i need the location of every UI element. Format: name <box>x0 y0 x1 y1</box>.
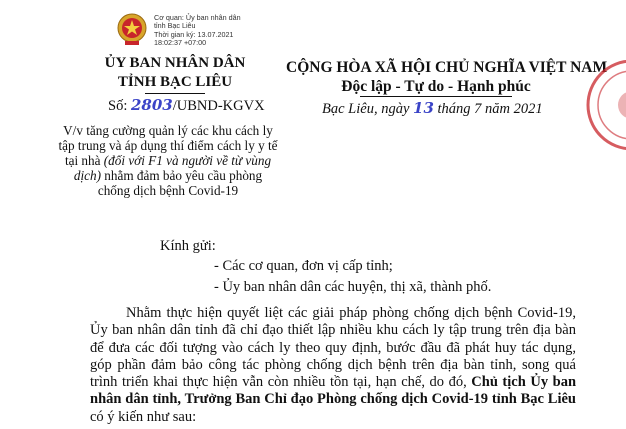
date-day-handwritten: 13 <box>413 99 434 117</box>
stamp-line: Cơ quan: Ủy ban nhân dân <box>154 13 241 22</box>
document-subject <box>58 123 278 198</box>
stamp-line: tỉnh Bạc Liêu <box>154 21 196 31</box>
date-place: Bạc Liêu, ngày <box>322 101 410 117</box>
subject-italic: (đối với F1 và người về từ vùng dịch) <box>73 153 272 183</box>
date-rest: tháng 7 năm 2021 <box>437 101 543 117</box>
greeting: Kính gửi: <box>160 238 216 254</box>
subject-part1: V/v tăng cường quản lý các khu cách ly tập trung và áp dụng thí điểm cách ly y tế tại nhà <box>58 123 278 168</box>
motto-divider <box>360 96 512 97</box>
issuer-divider <box>145 93 205 94</box>
document-number <box>108 96 265 115</box>
national-emblem-icon <box>116 12 148 46</box>
recipient-item: - Các cơ quan, đơn vị cấp tỉnh; <box>214 258 393 274</box>
digital-signature-stamp <box>154 14 241 48</box>
recipient-item: - Ủy ban nhân dân các huyện, thị xã, thành phố. <box>214 279 492 295</box>
doc-number-handwritten: 2803 <box>130 96 173 114</box>
doc-number-suffix: /UBND-KGVX <box>172 98 265 114</box>
national-header <box>286 58 608 96</box>
national-title: CỘNG HÒA XÃ HỘI CHỦ NGHĨA VIỆT NAM <box>286 59 608 76</box>
issuer-block <box>100 54 250 92</box>
official-seal-icon <box>586 50 626 160</box>
body-text: Nhằm thực hiện quyết liệt các giải pháp phòng chống dịch bệnh Covid-19, Ủy ban nhân dân tỉnh đã chỉ đạo thiết lập nhiều khu cách ly tập trung trên địa bàn để đưa các đối tượng vào cách ly theo quy định, bước đầu đã phát huy tác dụng, góp phần đảm bảo công tác phòng chống dịch bệnh trên địa bàn tỉnh, song quá trình triển khai thực hiện vẫn còn nhiều tồn tại, hạn chế, do đó, <box>90 305 576 391</box>
issue-date <box>322 99 543 118</box>
issuer-province: TỈNH BẠC LIÊU <box>117 74 233 90</box>
doc-number-prefix: Số: <box>108 98 128 114</box>
stamp-line: Thời gian ký: 13.07.2021 <box>154 29 234 39</box>
body-tail: có ý kiến như sau: <box>90 408 197 425</box>
subject-part2: nhằm đảm bảo yêu cầu phòng chống dịch bệnh Covid-19 <box>97 168 263 198</box>
issuer-name: ỦY BAN NHÂN DÂN <box>104 55 246 71</box>
body-bold: Chủ tịch Ủy ban nhân dân tỉnh, Trưởng Ban Chỉ đạo Phòng chống dịch Covid-19 tỉnh Bạc Liêu <box>90 374 577 408</box>
body-paragraph <box>90 305 576 426</box>
stamp-line: 18:02:37 +07:00 <box>154 38 207 48</box>
national-motto: Độc lập - Tự do - Hạnh phúc <box>341 78 531 95</box>
